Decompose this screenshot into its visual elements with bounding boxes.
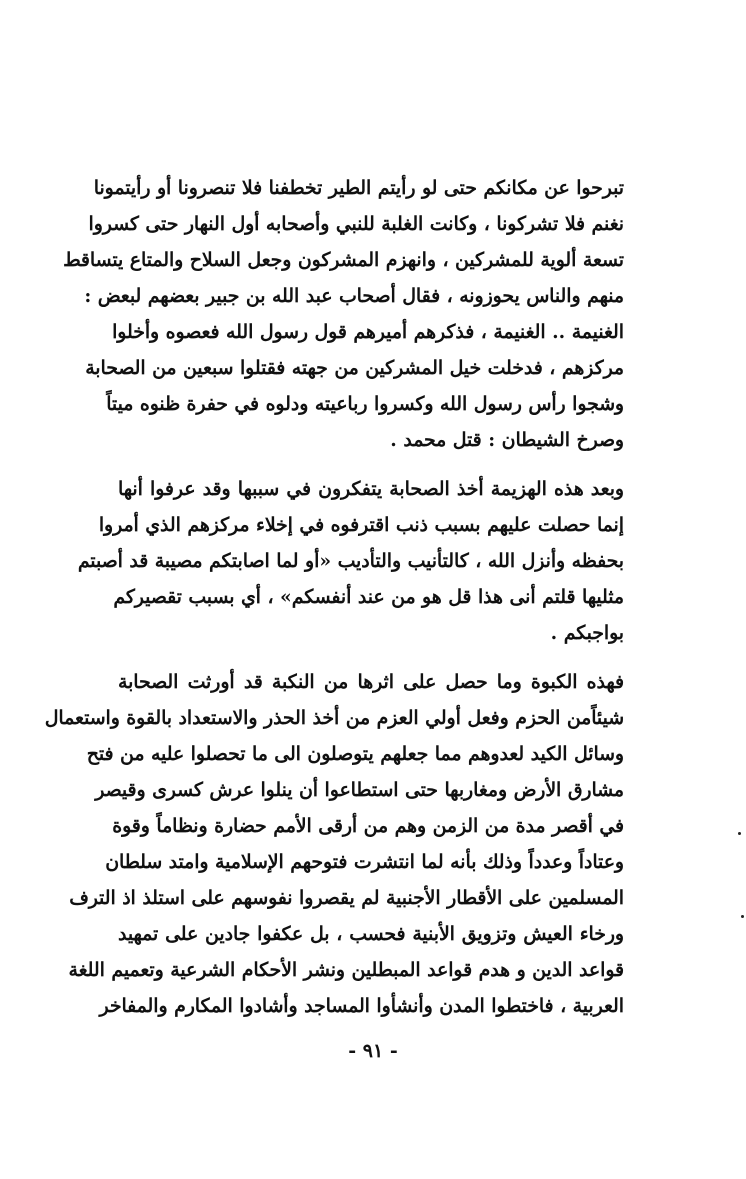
text-line: نغنم فلا تشركونا ، وكانت الغلبة للنبي وأصحابه أول النهار حتى كسروا [88, 213, 624, 235]
text-line: مركزهم ، فدخلت خيل المشركين من جهته فقتلوا سبعين من الصحابة [85, 357, 624, 379]
text-line: بحفظه وأنزل الله ، كالتأنيب والتأديب «أو لما اصابتكم مصيبة قد أصبتم [77, 550, 624, 572]
scan-speck [738, 832, 741, 835]
text-line: تبرحوا عن مكانكم حتى لو رأيتم الطير تخطفنا فلا تنصرونا أو رأيتمونا [93, 177, 624, 199]
text-line: وبعد هذه الهزيمة أخذ الصحابة يتفكرون في سببها وقد عرفوا أنها [118, 478, 624, 500]
page-number: - ٩١ - [348, 1040, 398, 1062]
text-line: فهذه الكبوة وما حصل على اثرها من النكبة قد أورثت الصحابة [118, 671, 624, 693]
paragraph-gap [118, 651, 624, 664]
text-line: منهم والناس يحوزونه ، فقال أصحاب عبد الله بن جبير بعضهم لبعض : [84, 285, 624, 307]
text-line: وسائل الكيد لعدوهم مما جعلهم يتوصلون الى ما تحصلوا عليه من فتح [86, 743, 624, 765]
text-line: إنما حصلت عليهم بسبب ذنب اقترفوه في إخلاء مركزهم الذي أمروا [98, 514, 624, 536]
text-line: تسعة ألوية للمشركين ، وانهزم المشركون وجعل السلاح والمتاع يتساقط [63, 249, 624, 271]
text-line: شيئاًمن الحزم وفعل أولي العزم من أخذ الحذر والاستعداد بالقوة واستعمال [44, 707, 624, 729]
body-text [44, 170, 624, 1024]
text-line: وصرخ الشيطان : قتل محمد . [390, 429, 624, 451]
text-line: مشارق الأرض ومغاربها حتى استطاعوا أن ينلوا عرش كسرى وقيصر [95, 779, 624, 801]
text-line: وشجوا رأس رسول الله وكسروا رباعيته ودلوه في حفرة ظنوه ميتاً [106, 393, 624, 415]
text-line: في أقصر مدة من الزمن وهم من أرقى الأمم حضارة ونظاماً وقوة [112, 815, 624, 837]
text-line: مثليها قلتم أنى هذا قل هو من عند أنفسكم» ، أي بسبب تقصيركم [113, 586, 624, 608]
text-line: الغنيمة .. الغنيمة ، فذكرهم أميرهم قول رسول الله فعصوه وأخلوا [112, 321, 624, 343]
text-line: قواعد الدين و هدم قواعد المبطلين ونشر الأحكام الشرعية وتعميم اللغة [68, 959, 624, 981]
paragraph-gap [118, 458, 624, 471]
text-line: بواجبكم . [550, 622, 624, 644]
text-line: وعتاداً وعدداً وذلك بأنه لما انتشرت فتوحهم الإسلامية وامتد سلطان [105, 851, 624, 873]
scan-speck [741, 915, 744, 918]
text-line: العربية ، فاختطوا المدن وأنشأوا المساجد وأشادوا المكارم والمفاخر [99, 995, 624, 1017]
text-line: ورخاء العيش وتزويق الأبنية فحسب ، بل عكفوا جادين على تمهيد [118, 923, 624, 945]
text-line: المسلمين على الأقطار الأجنبية لم يقصروا نفوسهم على استلذ اذ الترف [69, 887, 624, 909]
